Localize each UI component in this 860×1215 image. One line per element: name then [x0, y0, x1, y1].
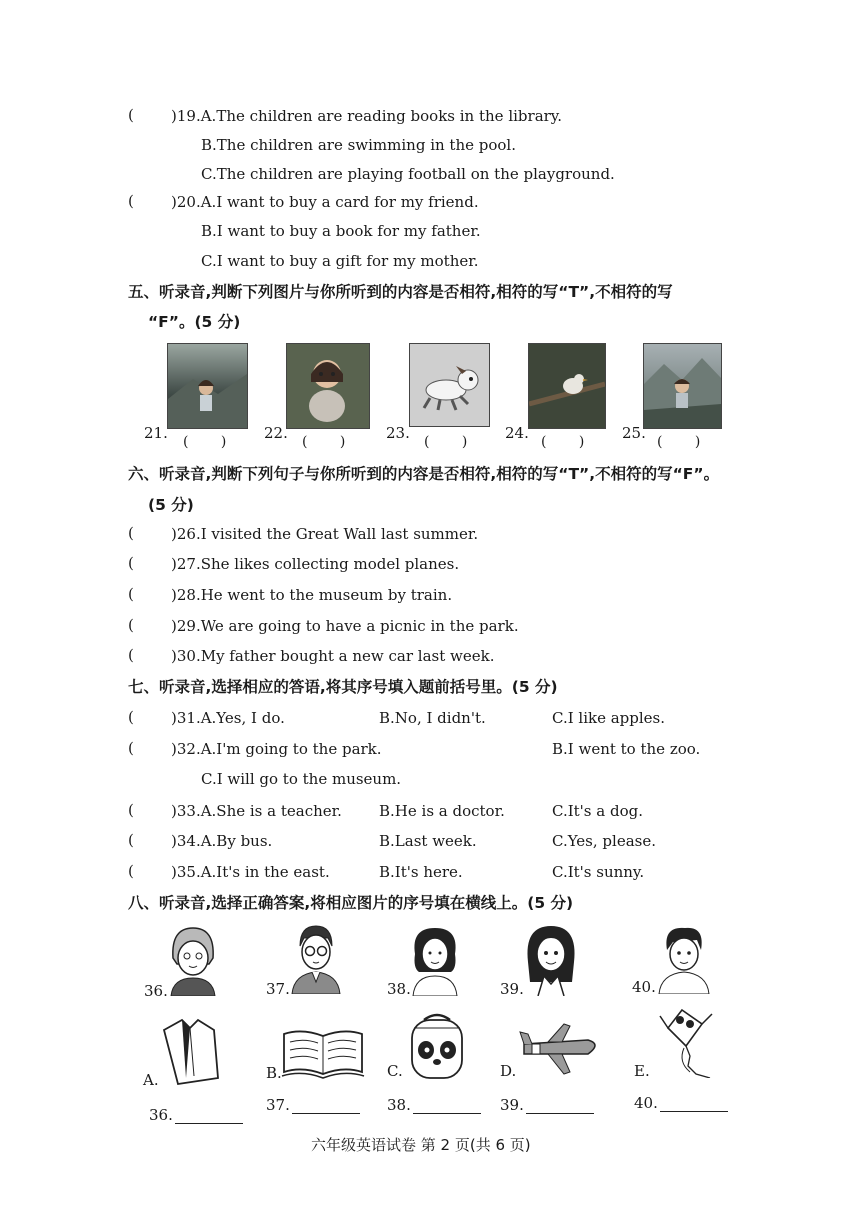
q34-option-a: )34.A.By bus. [171, 832, 273, 850]
bird-on-branch-picture [528, 343, 606, 429]
answer-paren-33[interactable]: ( [128, 801, 134, 819]
girl-mountains-picture [643, 343, 722, 429]
person-40-number: 40. [632, 978, 656, 996]
item-22-number: 22. [264, 424, 288, 442]
answer-paren-30[interactable]: ( [128, 646, 134, 664]
statement-27: )27.She likes collecting model planes. [171, 555, 460, 573]
answer-blank-38[interactable]: 38. [387, 1096, 481, 1114]
girl-long-hair-icon [522, 922, 580, 996]
answer-blank-40[interactable]: 40. [634, 1094, 728, 1112]
person-38-number: 38. [387, 980, 411, 998]
answer-paren-27[interactable]: ( [128, 554, 134, 572]
q20-option-c: C.I want to buy a gift for my mother. [201, 252, 479, 270]
option-a-label: A. [143, 1071, 159, 1089]
q19-option-a: )19.A.The children are reading books in the library. [171, 107, 563, 125]
option-b-label: B. [266, 1064, 282, 1082]
section8-title: 八、听录音,选择正确答案,将相应图片的序号填在横线上。(5 分) [128, 894, 574, 912]
q34-option-b: B.Last week. [379, 832, 477, 850]
item-23-number: 23. [386, 424, 410, 442]
page-footer: 六年级英语试卷 第 2 页(共 6 页) [311, 1136, 531, 1154]
item-25-answer[interactable]: ( ) [657, 434, 715, 450]
q20-option-b: B.I want to buy a book for my father. [201, 222, 481, 240]
statement-29: )29.We are going to have a picnic in the park. [171, 617, 519, 635]
q32-option-b: B.I went to the zoo. [552, 740, 701, 758]
q33-option-b: B.He is a doctor. [379, 802, 505, 820]
section6-title: 六、听录音,判断下列句子与你所听到的内容是否相符,相符的写“T”,不相符的写“F”。 [128, 465, 720, 483]
q35-option-a: )35.A.It's in the east. [171, 863, 330, 881]
q32-option-a: )32.A.I'm going to the park. [171, 740, 382, 758]
item-21-number: 21. [144, 424, 168, 442]
section7-title: 七、听录音,选择相应的答语,将其序号填入题前括号里。(5 分) [128, 678, 558, 696]
kite-icon [650, 1006, 716, 1078]
section5-title: 五、听录音,判断下列图片与你所听到的内容是否相符,相符的写“T”,不相符的写 [128, 283, 673, 301]
q19-option-b: B.The children are swimming in the pool. [201, 136, 516, 154]
q33-option-c: C.It's a dog. [552, 802, 643, 820]
item-24-number: 24. [505, 424, 529, 442]
answer-blank-37[interactable]: 37. [266, 1096, 360, 1114]
plane-icon [518, 1022, 604, 1076]
q34-option-c: C.Yes, please. [552, 832, 656, 850]
woman-short-hair-icon [165, 924, 221, 996]
person-39-number: 39. [500, 980, 524, 998]
answer-paren-26[interactable]: ( [128, 524, 134, 542]
girl-sitting-picture [286, 343, 370, 429]
answer-paren-29[interactable]: ( [128, 616, 134, 634]
item-23-answer[interactable]: ( ) [424, 434, 482, 450]
q35-option-c: C.It's sunny. [552, 863, 645, 881]
q31-option-c: C.I like apples. [552, 709, 666, 727]
q35-option-b: B.It's here. [379, 863, 463, 881]
statement-30: )30.My father bought a new car last week. [171, 647, 495, 665]
answer-blank-36[interactable]: 36. [149, 1106, 243, 1124]
q31-option-a: )31.A.Yes, I do. [171, 709, 285, 727]
girl-landscape-picture [167, 343, 248, 429]
item-21-answer[interactable]: ( ) [183, 434, 241, 450]
answer-paren-35[interactable]: ( [128, 862, 134, 880]
q31-option-b: B.No, I didn't. [379, 709, 486, 727]
q20-option-a: )20.A.I want to buy a card for my friend. [171, 193, 479, 211]
answer-paren-28[interactable]: ( [128, 585, 134, 603]
option-e-label: E. [634, 1062, 650, 1080]
answer-paren-32[interactable]: ( [128, 739, 134, 757]
q33-option-a: )33.A.She is a teacher. [171, 802, 342, 820]
item-24-answer[interactable]: ( ) [541, 434, 599, 450]
dog-running-picture [409, 343, 490, 427]
person-37-number: 37. [266, 980, 290, 998]
panda-backpack-icon [406, 1012, 468, 1082]
item-22-answer[interactable]: ( ) [302, 434, 360, 450]
book-icon [280, 1028, 366, 1080]
person-36-number: 36. [144, 982, 168, 1000]
statement-26: )26.I visited the Great Wall last summer. [171, 525, 479, 543]
section6-title-cont: (5 分) [148, 496, 194, 514]
shirt-icon [160, 1018, 220, 1086]
answer-paren-34[interactable]: ( [128, 831, 134, 849]
section5-title-cont: “F”。(5 分) [148, 313, 241, 331]
answer-paren-31[interactable]: ( [128, 708, 134, 726]
q19-option-c: C.The children are playing football on the playground. [201, 165, 615, 183]
boy-icon [655, 922, 713, 994]
answer-blank-39[interactable]: 39. [500, 1096, 594, 1114]
item-25-number: 25. [622, 424, 646, 442]
man-glasses-icon [288, 922, 344, 994]
option-d-label: D. [500, 1062, 517, 1080]
answer-paren-20[interactable]: ( [128, 192, 134, 210]
woman-curly-hair-icon [407, 924, 463, 996]
answer-paren-19[interactable]: ( [128, 106, 134, 124]
option-c-label: C. [387, 1062, 403, 1080]
statement-28: )28.He went to the museum by train. [171, 586, 453, 604]
q32-option-c: C.I will go to the museum. [201, 770, 402, 788]
